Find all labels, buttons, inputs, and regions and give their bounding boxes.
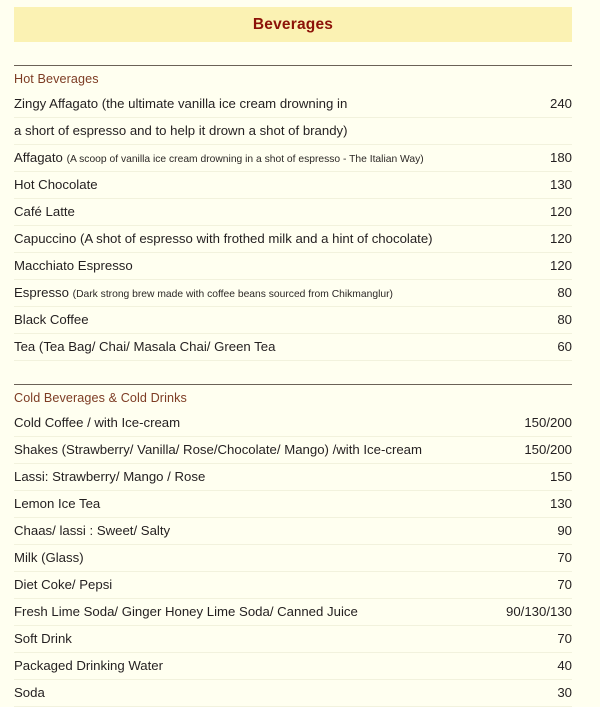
menu-item-name [14, 469, 550, 485]
menu-item-name-text: Diet Coke/ Pepsi [14, 576, 113, 592]
menu-item-price: 130 [549, 176, 572, 192]
menu-item-row [14, 172, 572, 199]
menu-item-price: 80 [557, 311, 572, 327]
menu-item-name [14, 150, 550, 166]
menu-item-name-text: Macchiato Espresso [14, 257, 133, 273]
menu-item-price: 80 [557, 284, 572, 300]
menu-item-name-text: a short of espresso and to help it drown a shot of brandy) [14, 122, 348, 138]
menu-item-name-text: Chaas/ lassi : Sweet/ Salty [14, 522, 171, 538]
menu-banner [14, 7, 572, 42]
menu-item-price: 90/130/130 [505, 603, 572, 619]
menu-page [0, 7, 600, 707]
menu-item-name-text: Milk (Glass) [14, 549, 84, 565]
menu-item-price: 70 [557, 549, 572, 565]
menu-item-name-text: Espresso [14, 284, 73, 300]
menu-item-name [14, 523, 557, 539]
menu-item-name [14, 658, 557, 674]
menu-item-price: 40 [557, 657, 572, 673]
menu-item-name [14, 96, 550, 112]
menu-item-row [14, 199, 572, 226]
menu-item-name-text: Soft Drink [14, 630, 72, 646]
menu-item-name [14, 312, 557, 328]
menu-item-name [14, 258, 550, 274]
page-title: Beverages [252, 15, 334, 33]
menu-item-name [14, 685, 557, 701]
menu-item-price: 150/200 [524, 441, 572, 457]
menu-item-row [14, 464, 572, 491]
menu-item-row [14, 572, 572, 599]
menu-item-name [14, 204, 550, 220]
menu-item-price: 240 [549, 95, 572, 111]
menu-item-row [14, 599, 572, 626]
menu-item-name [14, 496, 550, 512]
menu-item-row [14, 653, 572, 680]
menu-item-name-text: Affagato [14, 149, 67, 165]
menu-item-row [14, 626, 572, 653]
menu-item-row [14, 307, 572, 334]
menu-item-name [14, 577, 557, 593]
menu-item-row [14, 680, 572, 707]
menu-item-name-text: Lassi: Strawberry/ Mango / Rose [14, 468, 206, 484]
menu-item-row [14, 145, 572, 172]
menu-item-row [14, 518, 572, 545]
menu-item-name-text: Café Latte [14, 203, 75, 219]
menu-item-row [14, 545, 572, 572]
menu-item-name-text: Capuccino (A shot of espresso with frothed milk and a hint of chocolate) [14, 230, 433, 246]
menu-item-row [14, 91, 572, 118]
menu-item-price: 30 [557, 684, 572, 700]
menu-item-price: 130 [549, 495, 572, 511]
menu-item-name [14, 604, 506, 620]
menu-item-row [14, 118, 572, 145]
menu-item-price: 150/200 [524, 414, 572, 430]
menu-item-name [14, 415, 524, 431]
menu-item-name [14, 123, 572, 139]
menu-item-name [14, 177, 550, 193]
menu-item-row [14, 334, 572, 361]
menu-item-name-text: Black Coffee [14, 311, 89, 327]
menu-item-description: (Dark strong brew made with coffee beans sourced from Chikmanglur) [72, 288, 393, 300]
menu-item-name [14, 285, 557, 301]
menu-item-row [14, 410, 572, 437]
section-title: Cold Beverages & Cold Drinks [14, 391, 187, 405]
menu-item-price: 150 [549, 468, 572, 484]
menu-item-name-text: Zingy Affagato (the ultimate vanilla ice cream drowning in [14, 95, 348, 111]
menu-item-name-text: Shakes (Strawberry/ Vanilla/ Rose/Chocolate/ Mango) /with Ice-cream [14, 441, 423, 457]
menu-item-row [14, 437, 572, 464]
menu-item-name-text: Hot Chocolate [14, 176, 98, 192]
menu-item-name [14, 231, 550, 247]
menu-item-name-text: Packaged Drinking Water [14, 657, 164, 673]
menu-item-price: 90 [557, 522, 572, 538]
menu-item-price: 120 [549, 230, 572, 246]
menu-item-name [14, 550, 557, 566]
menu-section [14, 65, 572, 361]
menu-section [14, 384, 572, 707]
menu-item-row [14, 491, 572, 518]
menu-item-name [14, 339, 557, 355]
menu-item-name-text: Fresh Lime Soda/ Ginger Honey Lime Soda/ Canned Juice [14, 603, 358, 619]
menu-item-name-text: Lemon Ice Tea [14, 495, 101, 511]
menu-item-price: 70 [557, 576, 572, 592]
menu-item-price: 180 [549, 149, 572, 165]
menu-item-row [14, 280, 572, 307]
menu-item-name [14, 442, 524, 458]
menu-item-name-text: Cold Coffee / with Ice-cream [14, 414, 181, 430]
menu-item-row [14, 226, 572, 253]
menu-item-name [14, 631, 557, 647]
menu-item-description: (A scoop of vanilla ice cream drowning in a shot of espresso - The Italian Way) [66, 153, 424, 165]
menu-item-price: 120 [549, 257, 572, 273]
menu-item-row [14, 253, 572, 280]
menu-item-price: 120 [549, 203, 572, 219]
menu-item-price: 70 [557, 630, 572, 646]
menu-item-name-text: Tea (Tea Bag/ Chai/ Masala Chai/ Green Tea [14, 338, 276, 354]
menu-item-price: 60 [557, 338, 572, 354]
menu-sections [0, 65, 600, 707]
menu-item-name-text: Soda [14, 684, 45, 700]
section-title: Hot Beverages [14, 72, 99, 86]
